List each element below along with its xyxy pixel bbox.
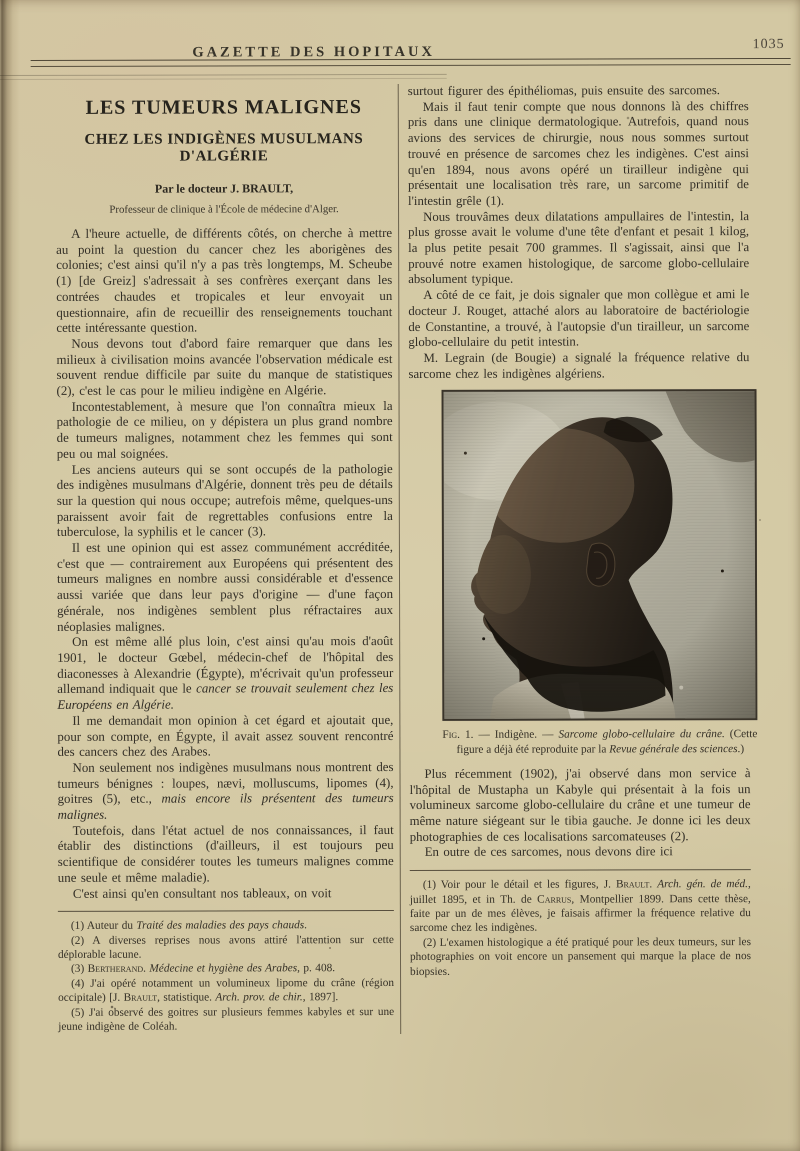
figure-caption: Fig. 1. — Indigène. — Sarcome globo-cellulaire du crâne. (Cette figure a déjà été reproduite par la Revue générale des sciences.) <box>442 728 758 757</box>
paragraph: M. Legrain (de Bougie) a signalé la fréquence relative du sarcome chez les indigènes algériens. <box>408 350 750 381</box>
footnote-separator-rule <box>410 869 751 871</box>
header-rule <box>31 58 791 67</box>
article-title: LES TUMEURS MALIGNES <box>85 96 362 119</box>
column-divider-rule <box>398 84 401 1034</box>
page-number: 1035 <box>752 36 785 53</box>
footnote: (3) Bertherand. Médecine et hygiène des Arabes, p. 408. <box>71 962 336 976</box>
article-byline: Par le docteur J. BRAULT, <box>154 181 294 196</box>
paragraph: A l'heure actuelle, de différents côtés, on cherche à mettre au point la question du cancer chez les aborigènes des colonies; c'est ainsi qu'il n'y a pas très longtemps, M. Scheube (1) [de Greiz] s'adressait à ses confrères exerçant dans les contrées chaudes et tropicales et leur envoyait un questionnaire, afin de recueillir des renseignements touchant cette intéressante question. <box>56 226 393 336</box>
journal-running-title: GAZETTE DES HOPITAUX <box>192 43 435 61</box>
paragraph: Les anciens auteurs qui se sont occupés de la pathologie des indigènes musulmans d'Algérie, donnent très peu de détails sur la question qui nous occupe; autrefois même, quelques-uns paraissent avoir fait de regrettables confusions entre la tuberculose, la syphilis et le cancer (3). <box>56 461 393 540</box>
figure-1 <box>442 389 758 757</box>
footnote: (2) L'examen histologique a été pratiqué pour les deux tumeurs, sur les photographies on voit encore un pansement qui marque la place de nos biopsies. <box>409 935 752 978</box>
paragraph: Non seulement nos indigènes musulmans nous montrent des tumeurs bénignes : loupes, nævi, molluscums, lipomes (4), goitres (5), etc., mais encore ils présentent des tumeurs malignes. <box>57 759 394 822</box>
right-column <box>407 83 758 979</box>
article-subtitle: CHEZ LES INDIGÈNES MUSULMANS D'ALGÉRIE <box>84 131 364 165</box>
article-affiliation: Professeur de clinique à l'École de médecine d'Alger. <box>109 203 339 216</box>
footnote-separator-rule <box>58 910 394 912</box>
paragraph: A côté de ce fait, je dois signaler que mon collègue et ami le docteur J. Rouget, attaché alors au laboratoire de bactériologie de Constantine, a trouvé, à l'autopsie d'un tirailleur, un sarcome globo-cellulaire du petit intestin. <box>408 287 750 350</box>
patient-profile-illustration <box>444 391 756 719</box>
footnote: (2) A diverses reprises nous avons attiré l'attention sur cette déplorable lacune. <box>57 933 394 961</box>
paragraph: On est même allé plus loin, c'est ainsi qu'au mois d'août 1901, le docteur Gœbel, médecin-chef de l'hôpital des diaconesses à Alexandrie (Égypte), m'écrivait qu'un professeur allemand indiquait que le cancer se trouvait seulement chez les Européens en Algérie. <box>57 634 394 712</box>
paragraph: Il me demandait mon opinion à cet égard et ajoutait que, pour son compte, en Égypte, il avait assez souvent rencontré des cancers chez des Arabes. <box>57 712 394 760</box>
paragraph: Plus récemment (1902), j'ai observé dans mon service à l'hôpital de Mustapha un Kabyle qui présentait à la fois un volumineux sarcome globo-cellulaire du crâne et une tumeur de même nature siégeant sur le tibia gauche. Je donne ici les deux photographies de ces localisations sarcomateuses (2). <box>409 766 751 844</box>
paragraph: Nous devons tout d'abord faire remarquer que dans les milieux à civilisation moins avancée l'observation médicale est souvent rendue difficile par suite du manque de statistiques (2), c'est le cas pour le milieu indigène en Algérie. <box>56 335 393 398</box>
paragraph: C'est ainsi qu'en consultant nos tableaux, on voit <box>72 885 332 901</box>
patient-profile-photo <box>442 389 758 721</box>
paragraph: Mais il faut tenir compte que nous donnons là des chiffres pris dans une clinique dermatologique. Autrefois, quand nous avions des services de chirurgie, nous nous sommes surtout trouvé en présence de sarcomes chez les indigènes. C'est ainsi qu'en 1894, nous avons opéré un tirailleur indigène qui présentait une localisation très rare, un sarcome primitif de l'intestin grêle (1). <box>407 98 749 208</box>
paragraph: Il est une opinion qui est assez communément accréditée, c'est que — contrairement aux Européens qui présentent des tumeurs malignes en nombre aussi considérable et d'essence aussi variée que dans leur pays d'origine — d'une façon générale, nos indigènes semblent plus réfractaires aux néoplasies malignes. <box>56 540 394 634</box>
footnote: (5) J'ai observé des goitres sur plusieurs femmes kabyles et sur une jeune indigène de Coléah. <box>58 1005 395 1033</box>
left-column <box>56 96 394 1034</box>
footnote: (4) J'ai opéré notamment un volumineux lipome du crâne (région occipitale) [J. Brault, statistique. Arch. prov. de chir., 1897]. <box>58 976 395 1005</box>
paragraph: surtout figurer des épithéliomas, puis ensuite des sarcomes. <box>407 83 721 98</box>
footnote: (1) Auteur du Traité des maladies des pays chauds. <box>70 919 308 933</box>
paragraph: Incontestablement, à mesure que l'on connaîtra mieux la pathologie de ce milieu, on y dépistera un plus grand nombre de tumeurs malignes, notamment chez les femmes qui sont peu ou mal soignées. <box>56 398 393 461</box>
paragraph: Toutefois, dans l'état actuel de nos connaissances, il faut établir des distinctions (d'ailleurs, il est toujours peu scientifique de considérer toutes les tumeurs malignes comme une seule et même maladie). <box>57 822 394 885</box>
paragraph: Nous trouvâmes deux dilatations ampullaires de l'intestin, la plus grosse avait le volume d'une tête d'enfant et pesait 1 kilog, la plus petite pesait 700 grammes. Il s'agissait, ainsi que l'a prouvé notre examen histologique, de sarcome globo-cellulaire absolument typique. <box>408 208 750 287</box>
paragraph: En outre de ces sarcomes, nous devons dire ici <box>424 844 673 860</box>
header-rule-ghost <box>0 74 447 80</box>
footnote: (1) Voir pour le détail et les figures, J. Brault. Arch. gén. de méd., juillet 1895, et in Th. de Carrus, Montpellier 1899. Dans cette thèse, faite par un de mes élèves, je faisais affirmer la fréquence relative du sarcome chez les indigènes. <box>409 878 751 935</box>
